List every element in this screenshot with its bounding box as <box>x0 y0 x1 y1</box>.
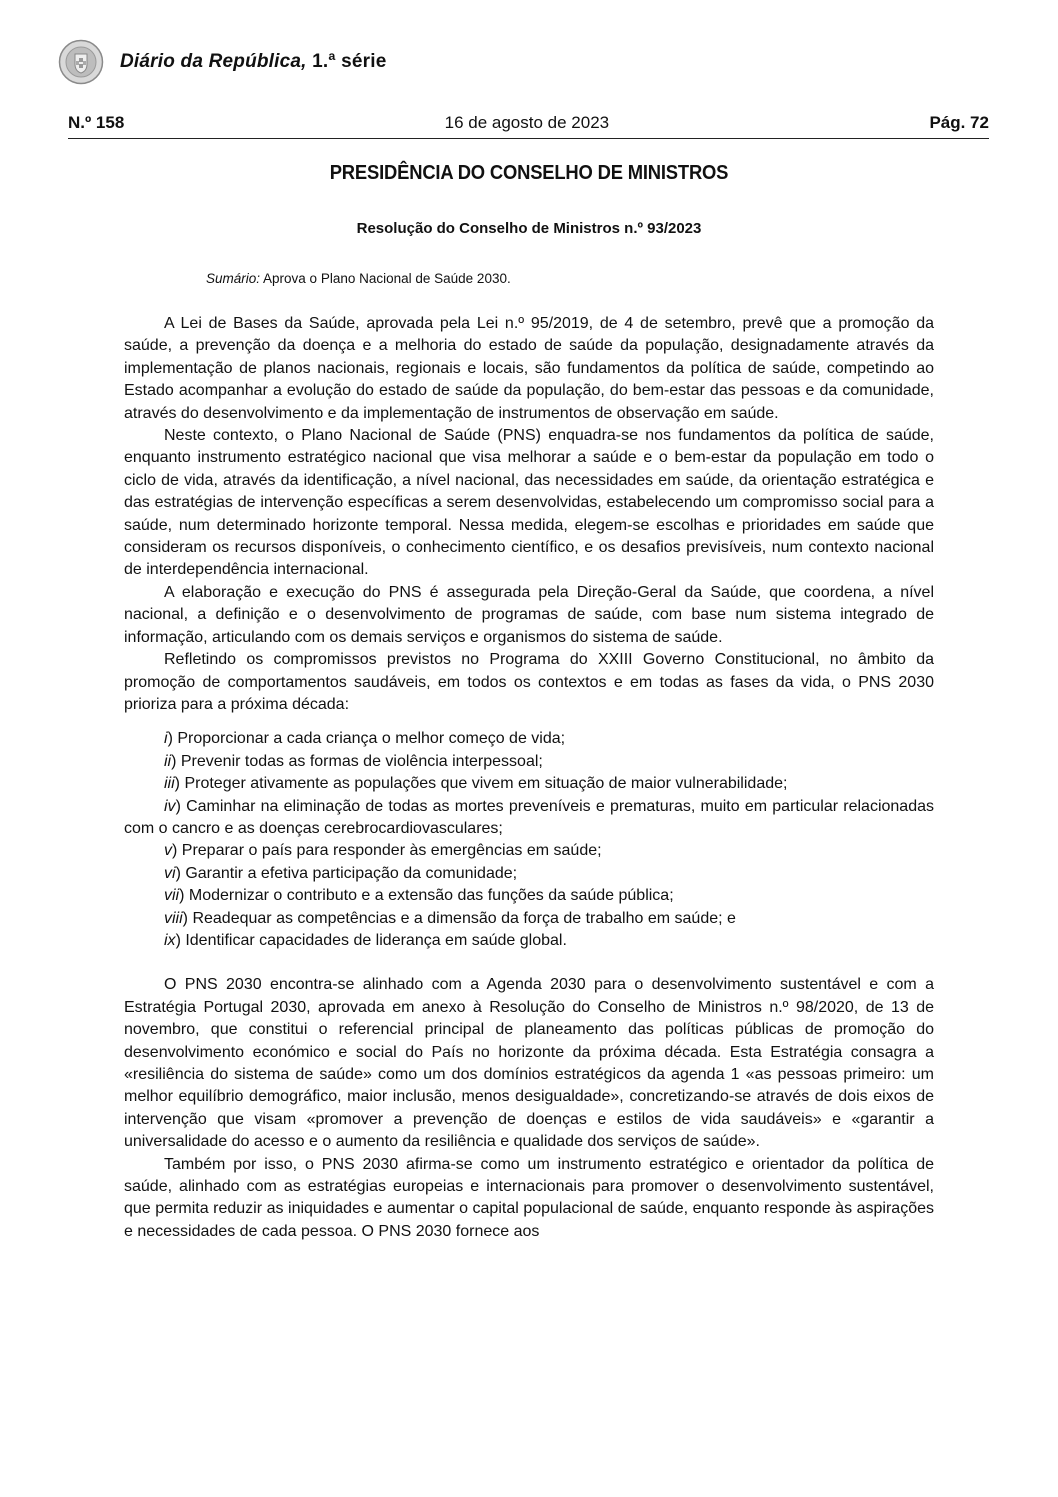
spacer <box>124 964 934 974</box>
paragraph: Refletindo os compromissos previstos no Programa do XXIII Governo Constitucional, no âmbito da promoção de comportamentos saudáveis, em todos os contextos e em todas as fases da vida, o PNS 2030 prioriza para a próxima década: <box>124 651 934 713</box>
item-numeral: vi <box>164 864 176 882</box>
list-item <box>124 840 934 862</box>
item-numeral: viii <box>164 909 183 927</box>
item-text: ) Proteger ativamente as populações que vivem em situação de maior vulnerabilidade; <box>174 775 788 793</box>
issue-number: N.º 158 <box>68 113 125 132</box>
department-heading: PRESIDÊNCIA DO CONSELHO DE MINISTROS <box>329 162 729 184</box>
list-item <box>124 930 934 952</box>
summary <box>206 271 511 286</box>
issue-meta <box>68 110 989 136</box>
header-divider <box>68 138 989 139</box>
paragraph: A Lei de Bases da Saúde, aprovada pela Lei n.º 95/2019, de 4 de setembro, prevê que a promoção da saúde, a prevenção da doença e a melhoria do estado de saúde da população, designadamente através da implementação de planos nacionais, regionais e locais, são fundamentos da política de saúde, competindo ao Estado acompanhar a evolução do estado de saúde da população, do bem-estar das pessoas e da comunidade, através do desenvolvimento e da implementação de instrumentos de observação em saúde. <box>124 315 934 422</box>
item-numeral: vii <box>164 887 180 905</box>
item-text: ) Modernizar o contributo e a extensão das funções da saúde pública; <box>179 887 674 905</box>
item-numeral: iii <box>164 775 175 793</box>
item-numeral: v <box>164 842 172 860</box>
document-body <box>124 313 934 1243</box>
item-numeral: ii <box>164 752 172 770</box>
issue-date: 16 de agosto de 2023 <box>444 113 610 132</box>
masthead <box>58 38 386 86</box>
publication-title <box>120 51 386 73</box>
item-numeral: ix <box>164 931 176 949</box>
list-item <box>124 908 934 930</box>
item-text: ) Garantir a efetiva participação da comunidade; <box>175 864 518 882</box>
publication-series: 1.ª série <box>312 51 387 72</box>
paragraph: O PNS 2030 encontra-se alinhado com a Agenda 2030 para o desenvolvimento sustentável e com a Estratégia Portugal 2030, aprovada em anexo à Resolução do Conselho de Ministros n.º 98/2020, de 13 de novembro, que constitui o referencial principal de planeamento das políticas públicas de promoção do desenvolvimento económico e social do País no horizonte da próxima década. Esta Estratégia consagra a «resiliência do sistema de saúde» como um dos domínios estratégicos da agenda 1 «as pessoas primeiro: um melhor equilíbrio demográfico, maior inclusão, menos desigualdade», concretizando-se através de dois eixos de intervenção que visam «promover a prevenção de doenças e estilos de vida saudáveis» e «garantir a universalidade do acesso e o aumento da resiliência e qualidade dos serviços de saúde». <box>124 976 934 1151</box>
item-numeral: i <box>164 730 168 748</box>
item-text: ) Preparar o país para responder às emergências em saúde; <box>172 842 602 860</box>
item-text: ) Identificar capacidades de liderança em saúde global. <box>175 931 567 949</box>
paragraph: A elaboração e execução do PNS é assegurada pela Direção-Geral da Saúde, que coordena, a nível nacional, a definição e o desenvolvimento de programas de saúde, com base num sistema integrado de informação, articulando com os demais serviços e organismos do sistema de saúde. <box>124 583 934 646</box>
republic-seal-icon <box>58 39 104 85</box>
list-item <box>124 751 934 773</box>
item-text: ) Caminhar na eliminação de todas as mortes preveníveis e prematuras, muito em particular relacionadas com o cancro e as doenças cerebrocardiovasculares; <box>124 797 934 837</box>
list-item <box>124 863 934 885</box>
summary-text: Aprova o Plano Nacional de Saúde 2030. <box>260 271 511 286</box>
resolution-title: Resolução do Conselho de Ministros n.º 93/2023 <box>356 220 702 237</box>
list-item <box>124 773 934 795</box>
item-numeral: iv <box>164 797 176 815</box>
item-text: ) Proporcionar a cada criança o melhor começo de vida; <box>167 730 566 748</box>
item-text: ) Readequar as competências e a dimensão da força de trabalho em saúde; e <box>182 909 736 927</box>
publication-name: Diário da República, <box>120 51 307 72</box>
list-item <box>124 796 934 841</box>
summary-label: Sumário: <box>206 271 261 286</box>
list-item <box>124 728 934 750</box>
list-item <box>124 885 934 907</box>
priorities-list <box>124 728 934 952</box>
item-text: ) Prevenir todas as formas de violência interpessoal; <box>171 752 543 770</box>
paragraph: Neste contexto, o Plano Nacional de Saúde (PNS) enquadra-se nos fundamentos da política de saúde, enquanto instrumento estratégico nacional que visa melhorar a saúde e o bem-estar da população em todo o ciclo de vida, através da identificação, a nível nacional, das necessidades em saúde, da orientação estratégica e das estratégias de intervenção específicas a serem desenvolvidas, estabelecendo um compromisso social para a saúde, num determinado horizonte temporal. Nessa medida, elegem-se escolhas e prioridades em saúde que consideram os recursos disponíveis, o conhecimento científico, e os desafios previsíveis, num contexto nacional de interdependência internacional. <box>124 427 934 579</box>
page-number: Pág. 72 <box>929 113 989 132</box>
paragraph: Também por isso, o PNS 2030 afirma-se como um instrumento estratégico e orientador da política de saúde, alinhado com as estratégias europeias e internacionais para promover o desenvolvimento sustentável, que permita reduzir as iniquidades e aumentar o capital populacional de saúde, enquanto responde às aspirações e necessidades de cada pessoa. O PNS 2030 fornece aos <box>124 1155 934 1240</box>
